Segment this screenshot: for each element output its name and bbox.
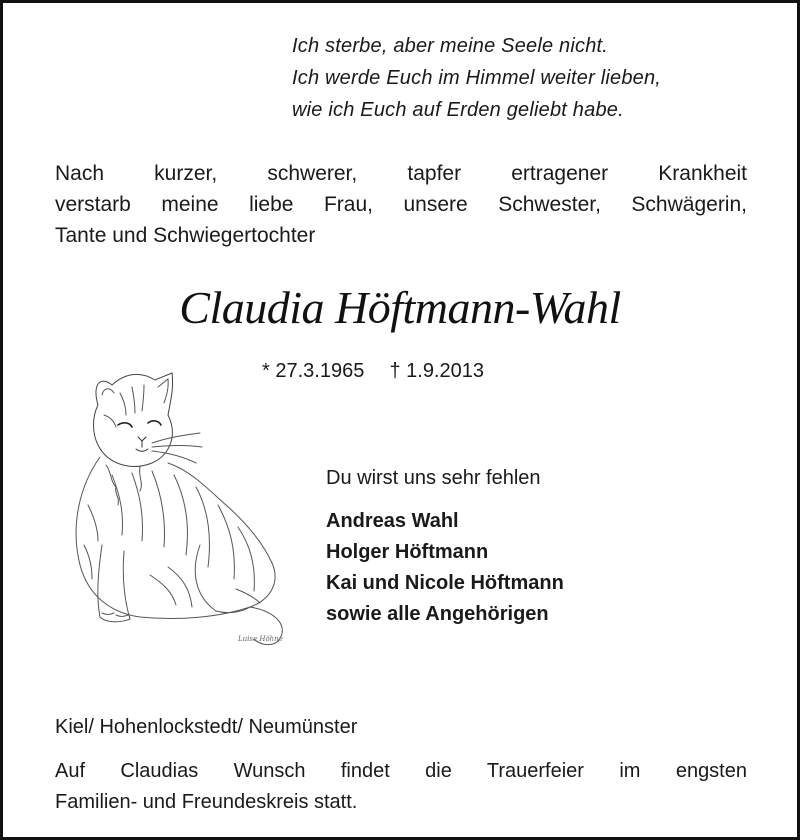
mourners-intro: Du wirst uns sehr fehlen: [326, 467, 541, 489]
poem-line: wie ich Euch auf Erden geliebt habe.: [292, 99, 624, 121]
note-line: Familien- und Freundeskreis statt.: [55, 791, 358, 813]
announcement-line: Nach kurzer, schwerer, tapfer ertragener Krankheit: [55, 162, 747, 185]
poem-line: Ich sterbe, aber meine Seele nicht.: [292, 35, 609, 57]
deceased-name: Claudia Höftmann-Wahl: [179, 282, 621, 333]
mourners-list: [326, 506, 564, 630]
mourner-name: Andreas Wahl: [326, 510, 459, 532]
poem: [292, 30, 782, 126]
death-announcement: [55, 158, 747, 251]
funeral-note: [55, 756, 747, 818]
poem-line: Ich werde Euch im Himmel weiter lieben,: [292, 67, 662, 89]
mourner-name: Holger Höftmann: [326, 541, 489, 563]
artist-signature: Luise Höhne: [238, 635, 283, 643]
death-date: † 1.9.2013: [389, 360, 484, 382]
birth-date: * 27.3.1965: [262, 360, 365, 382]
note-line: Auf Claudias Wunsch findet die Trauerfeier im engsten: [55, 760, 747, 782]
cat-sketch-icon: [40, 345, 300, 650]
places: Kiel/ Hohenlockstedt/ Neumünster: [55, 716, 358, 738]
announcement-line: Tante und Schwiegertochter: [55, 224, 316, 247]
announcement-line: verstarb meine liebe Frau, unsere Schwester, Schwägerin,: [55, 193, 747, 216]
mourner-name: sowie alle Angehörigen: [326, 603, 549, 625]
mourner-name: Kai und Nicole Höftmann: [326, 572, 564, 594]
